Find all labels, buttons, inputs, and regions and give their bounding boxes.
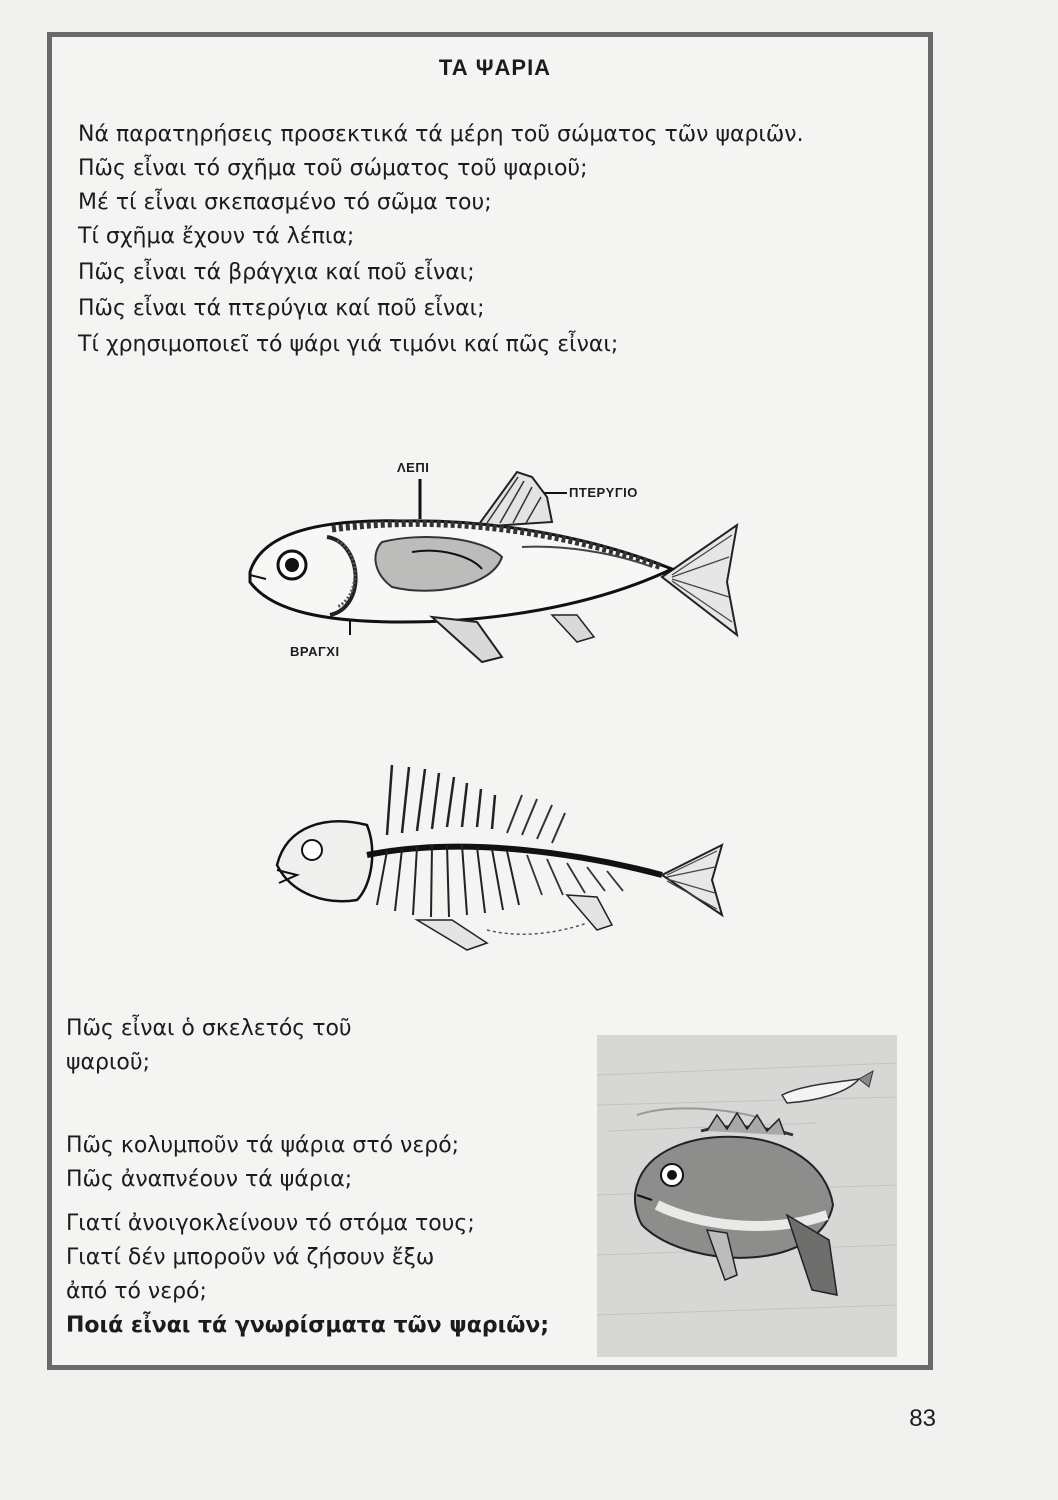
swimming-fish-photo xyxy=(597,1035,897,1357)
label-gill: ΒΡΑΓΧΙ xyxy=(290,644,340,659)
question-line: ἀπό τό νερό; xyxy=(66,1279,207,1304)
fish-skeleton-illustration xyxy=(267,755,737,955)
content-frame xyxy=(47,32,933,1370)
question-line: Πῶς ἀναπνέουν τά ψάρια; xyxy=(66,1167,353,1192)
question-line: Γιατί δέν μποροῦν νά ζήσουν ἔξω xyxy=(66,1245,435,1270)
question-line: Μέ τί εἶναι σκεπασμένο τό σῶμα του; xyxy=(78,190,492,215)
question-line: Νά παρατηρήσεις προσεκτικά τά μέρη τοῦ σώματος τῶν ψαριῶν. xyxy=(78,122,804,147)
question-line: Τί χρησιμοποιεῖ τό ψάρι γιά τιμόνι καί πῶς εἶναι; xyxy=(78,332,619,357)
label-fin: ΠΤΕΡΥΓΙΟ xyxy=(569,485,638,500)
question-line: Πῶς εἶναι τά πτερύγια καί ποῦ εἶναι; xyxy=(78,296,485,321)
question-line: Τί σχῆμα ἔχουν τά λέπια; xyxy=(78,224,355,249)
final-question: Ποιά εἶναι τά γνωρίσματα τῶν ψαριῶν; xyxy=(66,1313,550,1338)
question-line: Γιατί ἀνοιγοκλείνουν τό στόμα τους; xyxy=(66,1211,475,1236)
question-line: Πῶς εἶναι τό σχῆμα τοῦ σώματος τοῦ ψαριοῦ; xyxy=(78,156,588,181)
skeleton-question-line-2: ψαριοῦ; xyxy=(66,1050,151,1075)
page-title: ΤΑ ΨΑΡΙΑ xyxy=(438,55,552,80)
question-line: Πῶς κολυμποῦν τά ψάρια στό νερό; xyxy=(66,1133,460,1158)
skeleton-question-line-1: Πῶς εἶναι ὁ σκελετός τοῦ xyxy=(66,1016,352,1041)
page-number: 83 xyxy=(909,1405,936,1432)
question-line: Πῶς εἶναι τά βράγχια καί ποῦ εἶναι; xyxy=(78,260,475,285)
label-scale: ΛΕΠΙ xyxy=(397,460,430,475)
